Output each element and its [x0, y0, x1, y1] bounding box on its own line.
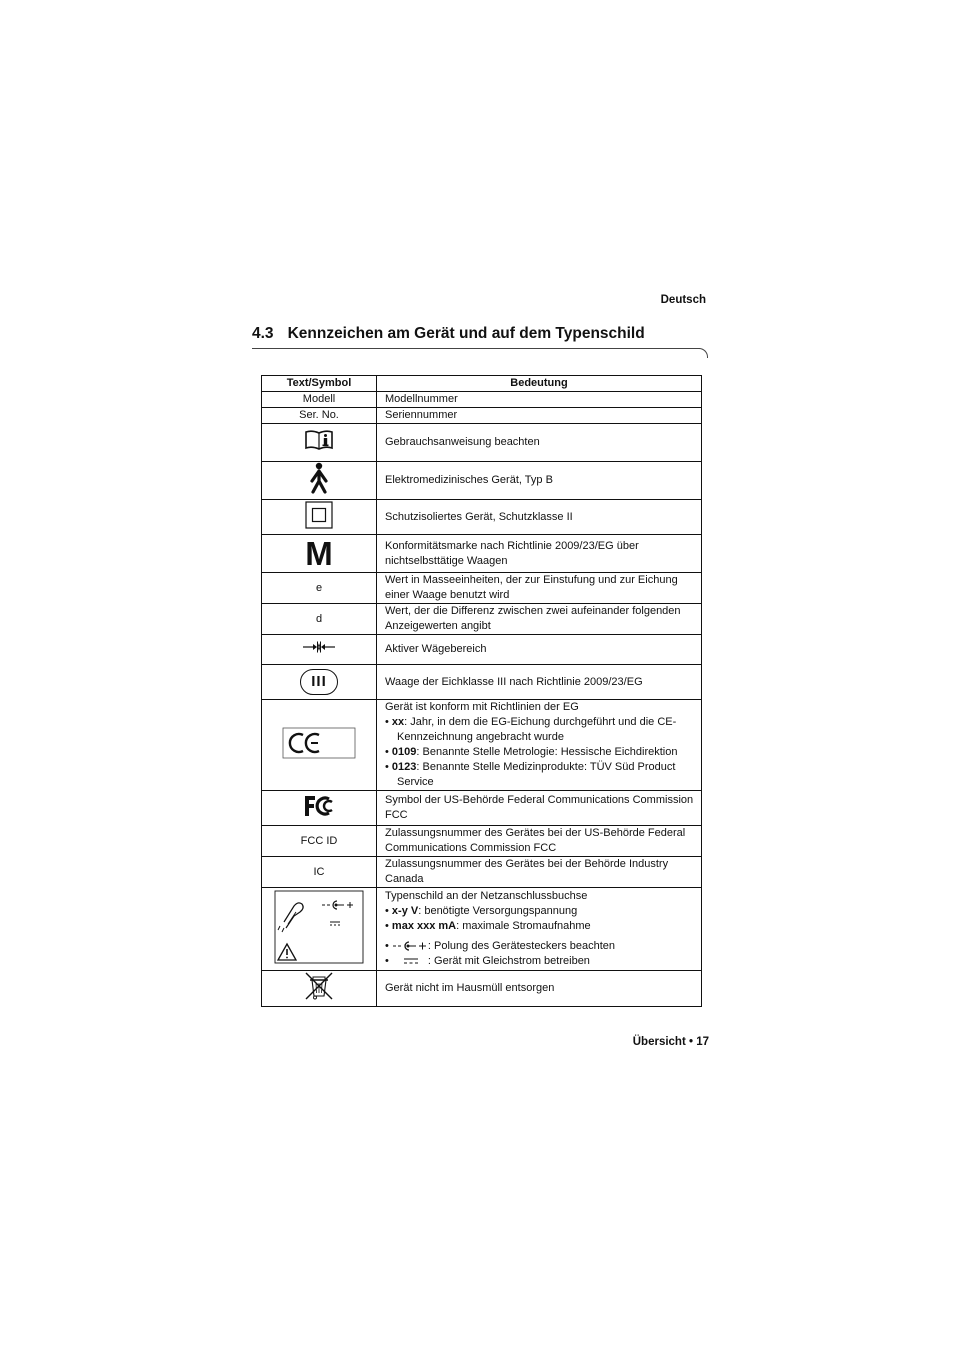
- table-row: [262, 604, 702, 635]
- meaning-text: Schutzisoliertes Gerät, Schutzklasse II: [377, 500, 702, 535]
- meaning-text: Gerät nicht im Hausmüll entsorgen: [377, 971, 702, 1007]
- symbol-text: FCC ID: [262, 826, 377, 857]
- meaning-text: Gerät ist konform mit Richtlinien der EG: [385, 701, 579, 713]
- accuracy-class-iii-icon: [300, 669, 338, 695]
- page-footer: Übersicht • 17: [632, 1036, 709, 1048]
- section-heading: [252, 325, 645, 343]
- symbol-text: d: [262, 604, 377, 635]
- table-row: [262, 462, 702, 500]
- heading-rule: [252, 348, 700, 349]
- fcc-logo-icon: [303, 794, 335, 818]
- meaning-text: Seriennummer: [377, 408, 702, 424]
- table-row: [262, 635, 702, 665]
- direct-current-icon: [392, 956, 428, 966]
- meaning-text: Konformitätsmarke nach Richtlinie 2009/23/EG über nichtselbsttätige Waagen: [377, 535, 702, 573]
- symbol-table: [261, 375, 702, 1007]
- symbol-text: e: [262, 573, 377, 604]
- table-row: [262, 535, 702, 573]
- polarity-icon: [392, 940, 428, 952]
- table-row: [262, 573, 702, 604]
- table-row: [262, 500, 702, 535]
- symbol-text: Ser. No.: [262, 408, 377, 424]
- language-label: Deutsch: [660, 294, 706, 306]
- meaning-text: Waage der Eichklasse III nach Richtlinie 2009/23/EG: [377, 665, 702, 700]
- weee-bin-icon: [304, 971, 334, 1001]
- table-row: [262, 857, 702, 888]
- bullet-item: • 0123: Benannte Stelle Medizinprodukte: TÜV Süd Product Service: [385, 761, 676, 788]
- table-row: [262, 392, 702, 408]
- power-socket-label-icon: [274, 890, 364, 964]
- table-row: [262, 826, 702, 857]
- table-row: [262, 665, 702, 700]
- table-row: [262, 791, 702, 826]
- meaning-text: Elektromedizinisches Gerät, Typ B: [377, 462, 702, 500]
- bullet-item: • x-y V: benötigte Versorgungspannung: [385, 905, 578, 917]
- bullet-item: • xx: Jahr, in dem die EG-Eichung durchgeführt und die CE-Kennzeichnung angebracht wurde: [385, 716, 677, 743]
- bullet-item: • max xxx mA: maximale Stromaufnahme: [385, 920, 591, 932]
- bullet-item: • : Polung des Gerätesteckers beachten: [385, 940, 616, 952]
- meaning-text: Gebrauchsanweisung beachten: [377, 424, 702, 462]
- metrology-m-mark-icon: M: [305, 534, 333, 572]
- protection-class-ii-icon: [305, 501, 333, 529]
- meaning-text: Symbol der US-Behörde Federal Communications Commission FCC: [377, 791, 702, 826]
- section-title: Kennzeichen am Gerät und auf dem Typenschild: [287, 325, 645, 342]
- column-header-meaning: Bedeutung: [377, 376, 702, 392]
- heading-rule-curve: [697, 348, 708, 358]
- meaning-text: Zulassungsnummer des Gerätes bei der US-Behörde Federal Communications Commission FCC: [377, 826, 702, 857]
- table-row: [262, 424, 702, 462]
- instruction-manual-icon: [304, 429, 334, 451]
- meaning-text: Zulassungsnummer des Gerätes bei der Behörde Industry Canada: [377, 857, 702, 888]
- column-header-symbol: Text/Symbol: [262, 376, 377, 392]
- table-header-row: [262, 376, 702, 392]
- symbol-text: IC: [262, 857, 377, 888]
- meaning-text: Wert, der die Differenz zwischen zwei aufeinander folgenden Anzeigewerten angibt: [377, 604, 702, 635]
- table-row: [262, 408, 702, 424]
- weighing-range-icon: [302, 640, 336, 654]
- section-number: 4.3: [252, 325, 274, 342]
- symbol-text: Modell: [262, 392, 377, 408]
- table-row: [262, 888, 702, 971]
- table-row: [262, 700, 702, 791]
- meaning-text: Typenschild an der Netzanschlussbuchse: [385, 890, 588, 902]
- accuracy-class-iii-label: III: [311, 673, 327, 690]
- meaning-text: Aktiver Wägebereich: [377, 635, 702, 665]
- bullet-item: • 0109: Benannte Stelle Metrologie: Hessische Eichdirektion: [385, 746, 678, 758]
- table-row: [262, 971, 702, 1007]
- bullet-item: • : Gerät mit Gleichstrom betreiben: [385, 955, 590, 967]
- applied-part-type-b-icon: [308, 462, 330, 494]
- meaning-text: Wert in Masseeinheiten, der zur Einstufung und zur Eichung einer Waage benutzt wird: [377, 573, 702, 604]
- meaning-text: Modellnummer: [377, 392, 702, 408]
- ce-mark-icon: [282, 727, 356, 759]
